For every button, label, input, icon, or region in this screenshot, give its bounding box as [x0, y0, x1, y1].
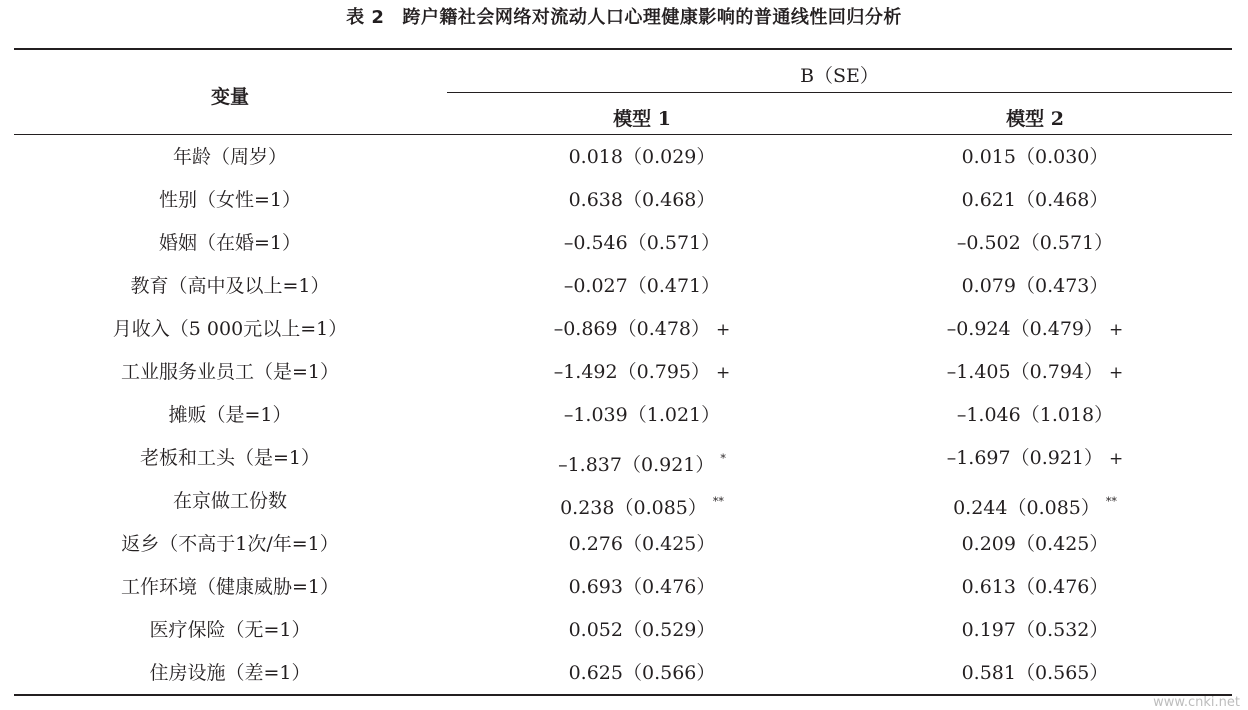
model2-cell-value: 0.197（0.532）	[961, 619, 1109, 641]
model1-cell-value: –1.837（0.921）	[558, 454, 715, 476]
model1-cell	[446, 136, 838, 179]
variable-cell	[14, 437, 446, 480]
significance-marker: +	[1109, 449, 1124, 469]
variable-cell-value: 医疗保险（无=1）	[149, 619, 311, 641]
model2-cell-value: 0.079（0.473）	[961, 275, 1109, 297]
model1-cell-value: –1.039（1.021）	[563, 404, 721, 426]
variable-header: 变量	[210, 86, 249, 108]
table-row	[14, 394, 1232, 437]
model1-cell	[446, 566, 838, 609]
model1-cell-value: 0.638（0.468）	[568, 189, 716, 211]
table-row	[14, 179, 1232, 222]
model2-cell-value: –0.502（0.571）	[956, 232, 1114, 254]
variable-cell	[14, 609, 446, 652]
table-row	[14, 480, 1232, 523]
significance-marker: *	[720, 452, 726, 465]
table-row	[14, 265, 1232, 308]
model2-cell	[838, 351, 1232, 394]
table-row	[14, 652, 1232, 695]
table-row	[14, 437, 1232, 480]
model2-cell-value: 0.613（0.476）	[961, 576, 1109, 598]
model2-cell-value: –1.046（1.018）	[956, 404, 1114, 426]
model2-cell	[838, 437, 1232, 480]
table-caption	[0, 3, 1248, 29]
table-title: 跨户籍社会网络对流动人口心理健康影响的普通线性回归分析	[402, 7, 902, 28]
variable-cell	[14, 351, 446, 394]
significance-marker: +	[716, 363, 731, 383]
variable-cell	[14, 566, 446, 609]
significance-marker: **	[712, 495, 724, 508]
table-row	[14, 351, 1232, 394]
variable-cell	[14, 222, 446, 265]
table-row	[14, 566, 1232, 609]
coef-group-header: B（SE）	[800, 65, 879, 87]
table-row	[14, 222, 1232, 265]
variable-cell-value: 老板和工头（是=1）	[139, 447, 320, 469]
variable-cell	[14, 652, 446, 695]
model2-cell	[838, 523, 1232, 566]
significance-marker: **	[1105, 495, 1117, 508]
model1-cell	[446, 609, 838, 652]
model2-cell	[838, 652, 1232, 695]
model2-cell	[838, 394, 1232, 437]
model1-cell-value: 0.693（0.476）	[568, 576, 716, 598]
model1-cell	[446, 480, 838, 523]
model1-cell-value: 0.018（0.029）	[568, 146, 716, 168]
model2-cell	[838, 609, 1232, 652]
table-row	[14, 609, 1232, 652]
model2-cell-value: 0.244（0.085）	[953, 497, 1100, 519]
model1-cell	[446, 523, 838, 566]
variable-cell-value: 性别（女性=1）	[158, 189, 301, 211]
model1-cell-value: 0.238（0.085）	[560, 497, 707, 519]
model2-cell-value: –1.697（0.921）	[946, 447, 1104, 469]
significance-marker: +	[1109, 320, 1124, 340]
variable-cell	[14, 179, 446, 222]
table-row	[14, 136, 1232, 179]
variable-cell-value: 摊贩（是=1）	[168, 404, 292, 426]
table-row	[14, 523, 1232, 566]
model1-cell-value: –0.869（0.478）	[553, 318, 711, 340]
model1-cell-value: 0.052（0.529）	[568, 619, 716, 641]
model2-cell	[838, 480, 1232, 523]
variable-cell	[14, 523, 446, 566]
variable-cell	[14, 308, 446, 351]
model1-cell	[446, 652, 838, 695]
model2-cell-value: 0.209（0.425）	[961, 533, 1109, 555]
model1-cell-value: –0.546（0.571）	[563, 232, 721, 254]
model1-cell	[446, 437, 838, 480]
variable-cell-value: 住房设施（差=1）	[149, 662, 311, 684]
model2-cell	[838, 179, 1232, 222]
table-number: 表 2	[346, 7, 385, 28]
variable-cell	[14, 394, 446, 437]
variable-cell-value: 在京做工份数	[172, 490, 287, 512]
model2-cell-value: 0.621（0.468）	[961, 189, 1109, 211]
model1-cell	[446, 265, 838, 308]
model1-cell	[446, 351, 838, 394]
model1-cell-value: –0.027（0.471）	[563, 275, 721, 297]
significance-marker: +	[716, 320, 731, 340]
variable-cell	[14, 265, 446, 308]
variable-cell-value: 工作环境（健康威胁=1）	[120, 576, 339, 598]
model2-cell	[838, 265, 1232, 308]
model2-cell	[838, 308, 1232, 351]
variable-cell	[14, 480, 446, 523]
variable-cell	[14, 136, 446, 179]
watermark: www.cnki.net	[1153, 695, 1240, 710]
model1-cell-value: 0.276（0.425）	[568, 533, 716, 555]
model2-header: 模型 2	[1006, 108, 1064, 130]
model2-cell-value: 0.581（0.565）	[961, 662, 1109, 684]
model1-cell	[446, 179, 838, 222]
model2-cell	[838, 566, 1232, 609]
group-rule	[447, 92, 1232, 93]
model2-cell-value: –0.924（0.479）	[946, 318, 1104, 340]
header-rule	[14, 134, 1232, 135]
model1-cell-value: 0.625（0.566）	[568, 662, 716, 684]
variable-cell-value: 年龄（周岁）	[172, 146, 287, 168]
model2-cell	[838, 136, 1232, 179]
model1-cell	[446, 394, 838, 437]
model1-cell	[446, 308, 838, 351]
model2-cell	[838, 222, 1232, 265]
model1-header: 模型 1	[613, 108, 671, 130]
model2-cell-value: 0.015（0.030）	[961, 146, 1109, 168]
variable-cell-value: 工业服务业员工（是=1）	[120, 361, 339, 383]
top-rule	[14, 48, 1232, 50]
model1-cell	[446, 222, 838, 265]
model1-cell-value: –1.492（0.795）	[553, 361, 711, 383]
table-row	[14, 308, 1232, 351]
variable-cell-value: 月收入（5 000元以上=1）	[112, 318, 348, 340]
variable-cell-value: 婚姻（在婚=1）	[158, 232, 301, 254]
significance-marker: +	[1109, 363, 1124, 383]
variable-cell-value: 教育（高中及以上=1）	[130, 275, 330, 297]
variable-cell-value: 返乡（不高于1次/年=1）	[121, 533, 339, 555]
model2-cell-value: –1.405（0.794）	[946, 361, 1104, 383]
